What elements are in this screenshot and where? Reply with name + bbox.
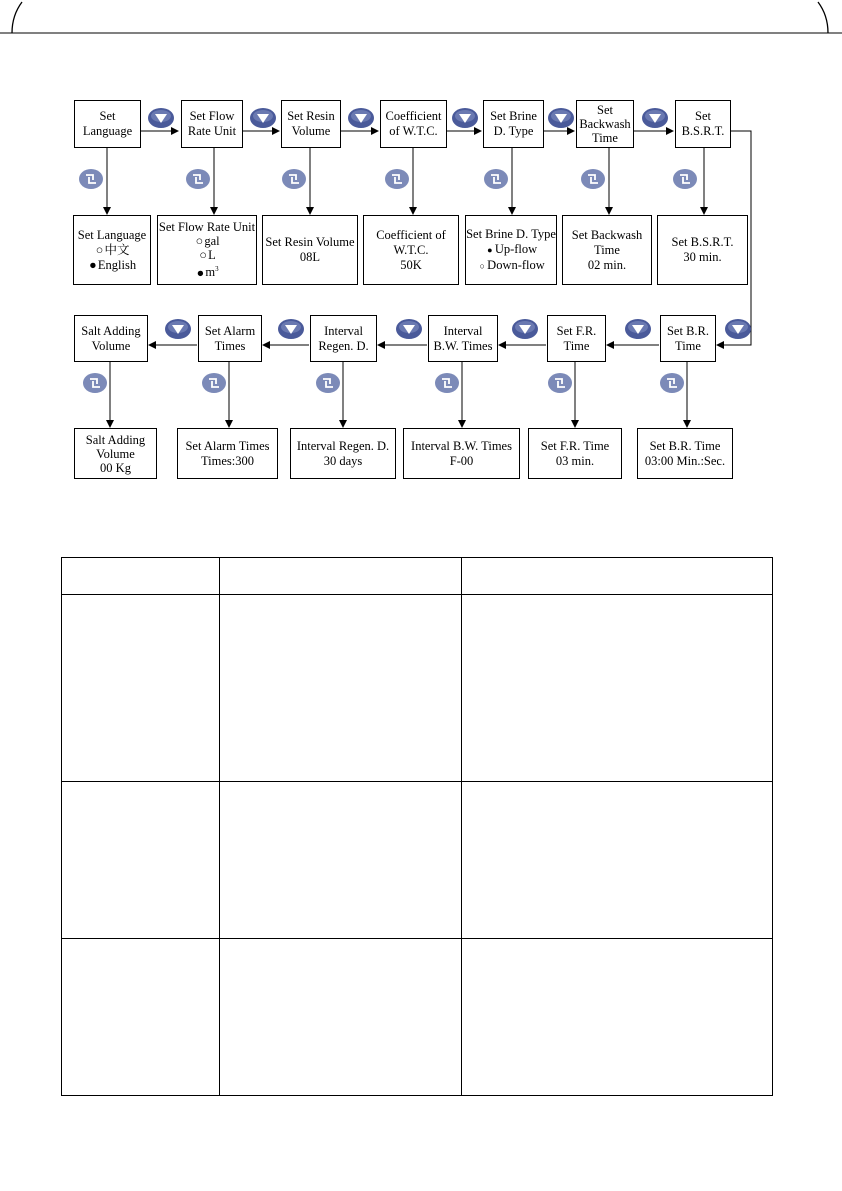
table-row [62, 595, 773, 782]
table-cell [62, 939, 220, 1096]
screen-value: 03 min. [555, 453, 595, 468]
screen-title: W.T.C. [393, 242, 429, 257]
screen-title: Interval B.W. Times [411, 438, 512, 453]
enter-button-icon [281, 168, 307, 190]
down-arrow-button-icon [451, 107, 479, 129]
brine-type-setting-screen [465, 215, 557, 285]
box-label: Time [675, 338, 701, 353]
coefficient-wtc-box [380, 100, 447, 148]
down-arrow-button-icon [395, 318, 423, 340]
empty-table [61, 557, 773, 1096]
alarm-times-screen [177, 428, 278, 479]
down-arrow-button-icon [347, 107, 375, 129]
screen-value: 30 days [323, 453, 363, 468]
br-time-screen [637, 428, 733, 479]
screen-title: Salt Adding [85, 432, 146, 447]
table-row [62, 782, 773, 939]
wtc-setting-screen [363, 215, 459, 285]
salt-adding-volume-screen [74, 428, 157, 479]
screen-value: 03:00 Min.:Sec. [644, 453, 726, 468]
backwash-time-setting-screen [562, 215, 652, 285]
box-label: B.W. Times [433, 338, 493, 353]
set-bsrt-box [675, 100, 731, 148]
screen-title: Volume [96, 446, 135, 461]
set-resin-volume-box [281, 100, 341, 148]
box-label: Interval [443, 323, 483, 338]
box-label: of W.T.C. [389, 124, 438, 138]
box-label: Interval [324, 323, 363, 338]
box-label: Time [592, 131, 618, 145]
option-label: Up-flow [494, 241, 538, 256]
table-cell [220, 782, 462, 939]
language-setting-screen [73, 215, 151, 285]
down-arrow-button-icon [724, 318, 752, 340]
salt-adding-volume-box [74, 315, 148, 362]
radio-unselected-icon: ○ [199, 248, 207, 263]
enter-button-icon [659, 372, 685, 394]
screen-title: Coefficient of [376, 227, 446, 242]
screen-title: Time [594, 242, 620, 257]
option-label: English [97, 257, 137, 272]
radio-unselected-icon: ○ [479, 260, 485, 271]
option-superscript: 3 [215, 265, 219, 274]
box-label: Volume [91, 338, 131, 353]
enter-button-icon [434, 372, 460, 394]
screen-title: Set Resin Volume [265, 235, 355, 249]
table-row [62, 939, 773, 1096]
option-label: L [208, 248, 216, 263]
set-alarm-times-box [198, 315, 262, 362]
box-label: Set F.R. [556, 323, 597, 338]
table-cell [462, 782, 773, 939]
box-label: Set Alarm [204, 323, 256, 338]
table-cell [220, 939, 462, 1096]
down-arrow-button-icon [511, 318, 539, 340]
enter-button-icon [580, 168, 606, 190]
box-label: Set [597, 103, 613, 117]
screen-value: 08L [299, 250, 321, 264]
screen-value: 50K [400, 257, 422, 272]
option-label: m [205, 265, 216, 280]
box-label: Set [99, 109, 116, 123]
set-fr-time-box [547, 315, 606, 362]
set-br-time-box [660, 315, 716, 362]
down-arrow-button-icon [641, 107, 669, 129]
screen-title: Set Brine D. Type [466, 226, 556, 241]
set-flow-rate-unit-box [181, 100, 243, 148]
table-cell [220, 595, 462, 782]
screen-title: Set F.R. Time [540, 438, 610, 453]
table-cell [462, 595, 773, 782]
bsrt-setting-screen [657, 215, 748, 285]
down-arrow-button-icon [547, 107, 575, 129]
table-cell [462, 558, 773, 595]
option-label: Down-flow [487, 257, 545, 272]
set-backwash-time-box [576, 100, 634, 148]
set-brine-d-type-box [483, 100, 544, 148]
interval-bw-times-box [428, 315, 498, 362]
enter-button-icon [185, 168, 211, 190]
interval-bw-screen [403, 428, 520, 479]
down-arrow-button-icon [249, 107, 277, 129]
box-label: Set B.R. [666, 323, 710, 338]
down-arrow-button-icon [147, 107, 175, 129]
enter-button-icon [82, 372, 108, 394]
screen-title: Set Flow Rate Unit [158, 220, 256, 235]
enter-button-icon [547, 372, 573, 394]
table-cell [62, 782, 220, 939]
interval-regen-screen [290, 428, 396, 479]
radio-selected-icon: ● [487, 244, 493, 255]
interval-regen-d-box [310, 315, 377, 362]
down-arrow-button-icon [277, 318, 305, 340]
screen-title: Set Backwash [571, 227, 643, 242]
option-label: 中文 [104, 242, 130, 257]
screen-value: Times:300 [200, 453, 255, 468]
radio-selected-icon: ● [196, 265, 205, 280]
box-label: B.S.R.T. [681, 124, 725, 138]
screen-title: Set B.R. Time [649, 438, 721, 453]
table-cell [462, 939, 773, 1096]
box-label: Set Resin [287, 109, 335, 123]
screen-value: 00 Kg [100, 460, 131, 475]
box-label: Set Brine [490, 109, 537, 123]
screen-value: 02 min. [587, 257, 627, 272]
screen-title: Set Language [77, 227, 147, 242]
box-label: Set [695, 109, 711, 123]
option-label: gal [204, 234, 220, 249]
box-label: Rate Unit [187, 124, 237, 138]
box-label: Time [563, 338, 590, 353]
box-label: Salt Adding [81, 323, 141, 338]
table-cell [62, 595, 220, 782]
box-label: D. Type [493, 124, 534, 138]
screen-value: F-00 [449, 453, 474, 468]
radio-unselected-icon: ○ [95, 242, 104, 257]
flow-rate-unit-setting-screen [157, 215, 257, 285]
box-label: Regen. D. [318, 338, 369, 353]
box-label: Volume [291, 124, 331, 138]
box-label: Coefficient [385, 109, 442, 123]
box-label: Set Flow [189, 109, 235, 123]
fr-time-screen [528, 428, 622, 479]
box-label: Language [82, 124, 133, 138]
enter-button-icon [384, 168, 410, 190]
enter-button-icon [672, 168, 698, 190]
table-cell [220, 558, 462, 595]
resin-volume-setting-screen [262, 215, 358, 285]
down-arrow-button-icon [164, 318, 192, 340]
enter-button-icon [315, 372, 341, 394]
table-row [62, 558, 773, 595]
enter-button-icon [78, 168, 104, 190]
enter-button-icon [483, 168, 509, 190]
table-cell [62, 558, 220, 595]
screen-title: Set B.S.R.T. [671, 235, 734, 249]
down-arrow-button-icon [624, 318, 652, 340]
radio-selected-icon: ● [89, 257, 97, 272]
radio-unselected-icon: ○ [195, 234, 204, 249]
set-language-box [74, 100, 141, 148]
enter-button-icon [201, 372, 227, 394]
screen-title: Set Alarm Times [185, 438, 270, 453]
box-label: Times [214, 338, 246, 353]
box-label: Backwash [579, 117, 631, 131]
screen-value: 30 min. [683, 250, 722, 264]
screen-title: Interval Regen. D. [296, 438, 390, 453]
